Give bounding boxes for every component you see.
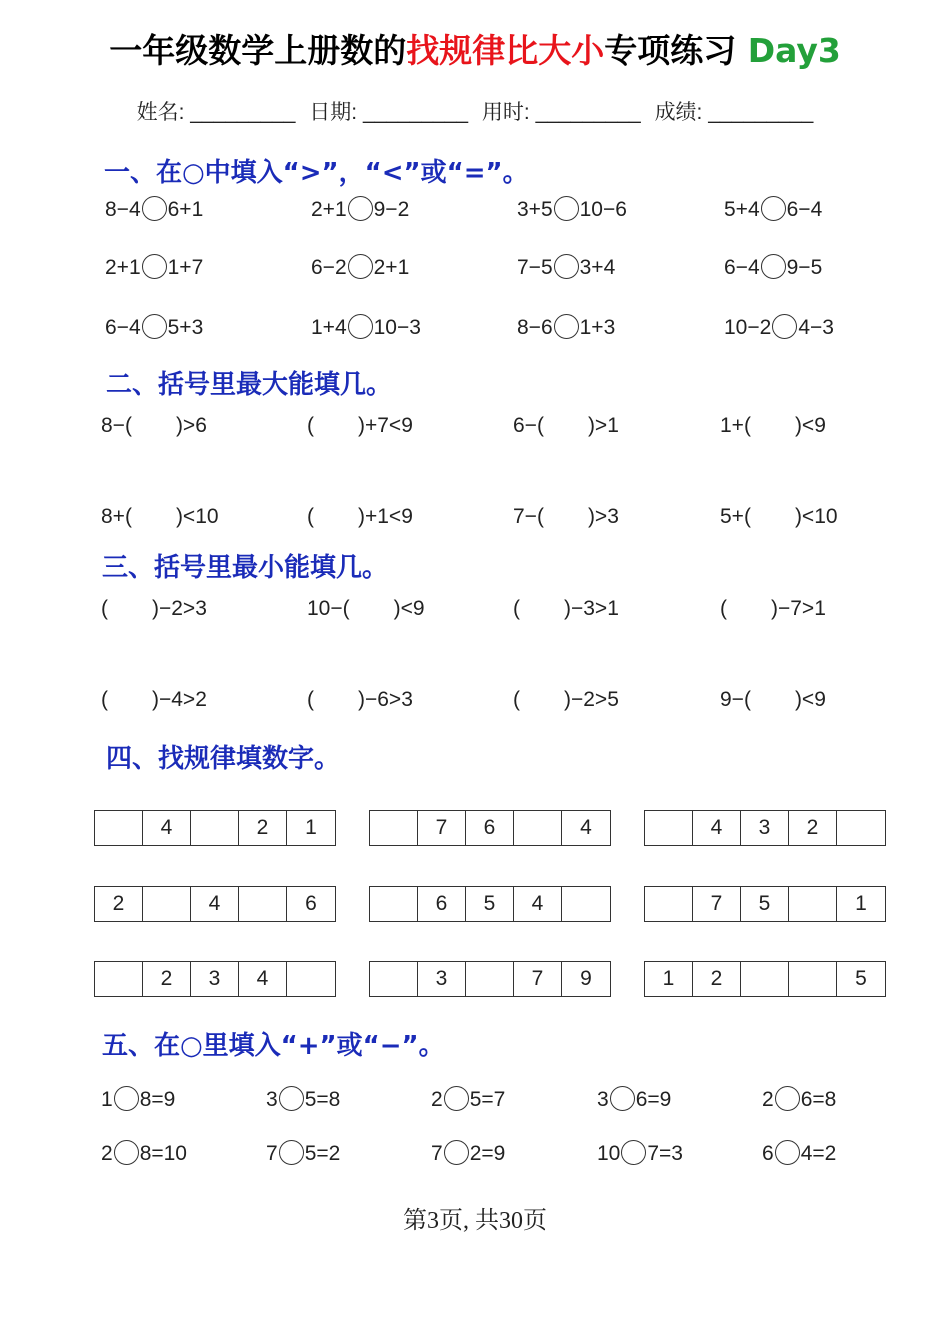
answer-circle[interactable] [142,196,167,221]
operator-problem [597,1085,671,1115]
operator-problem [431,1085,505,1115]
compare-problem [105,253,203,283]
first-number: 2 [101,1142,113,1165]
compare-problem [724,253,822,283]
problem-prefix: ( [307,688,314,711]
number-cell: 5 [855,967,867,990]
equation-rest: 2=9 [469,1142,506,1165]
number-cell: 4 [239,962,287,996]
title-part-1: 一年级数学上册数的 [109,31,407,70]
compare-problem [517,313,615,343]
operator-circle[interactable] [610,1086,635,1111]
equation-rest: 8=9 [139,1088,176,1111]
left-expression: 7−5 [517,256,553,279]
empty-cell[interactable] [95,962,143,996]
student-info [0,96,950,126]
number-cell: 2 [95,887,143,921]
operator-problem [101,1085,175,1115]
right-expression: 5+3 [167,316,204,339]
bracket-problem [720,411,826,441]
compare-problem [724,195,822,225]
right-expression: 9−2 [373,198,410,221]
title-part-2: 找规律比大小 [406,31,605,70]
number-sequence [644,810,886,846]
first-number: 10 [597,1142,621,1165]
empty-cell[interactable] [370,962,418,996]
compare-problem [311,253,409,283]
answer-circle[interactable] [348,196,373,221]
section-3-heading: 三、括号里最小能填几。 [102,553,389,583]
number-cell: 7 [693,887,741,921]
operator-problem [762,1085,836,1115]
empty-cell[interactable] [645,887,693,921]
problem-suffix: )−2>5 [564,688,619,711]
bracket-problem [101,685,207,715]
left-expression: 6−2 [311,256,347,279]
left-expression: 8−6 [517,316,553,339]
number-sequence [369,961,611,997]
problem-prefix: 7−( [513,505,544,528]
right-expression: 10−3 [373,316,421,339]
empty-cell[interactable] [191,811,239,845]
problem-prefix: ( [307,414,314,437]
problem-prefix: 9−( [720,688,751,711]
number-cell: 5 [466,887,514,921]
bracket-problem [513,502,619,532]
compare-problem [105,313,203,343]
worksheet-title [0,28,950,74]
first-number: 1 [101,1088,113,1111]
number-cell: 2 [143,962,191,996]
right-expression: 1+7 [167,256,204,279]
problem-prefix: 8−( [101,414,132,437]
operator-circle[interactable] [444,1140,469,1165]
page-footer: 第3页, 共30页 [403,1208,547,1234]
operator-circle[interactable] [444,1086,469,1111]
problem-suffix: )<10 [175,505,219,528]
equation-rest: 5=7 [469,1088,506,1111]
date-field[interactable]: 日期: _________ [309,101,469,124]
empty-cell[interactable] [562,887,610,921]
bracket-problem [720,502,838,532]
section-5-heading: 五、在○里填入“+”或“−”。 [102,1031,445,1061]
number-sequence [94,886,336,922]
bracket-problem [101,411,207,441]
empty-cell[interactable] [143,887,191,921]
right-expression: 3+4 [579,256,616,279]
name-field[interactable]: 姓名: _________ [136,101,296,124]
operator-circle[interactable] [775,1086,800,1111]
number-cell: 7 [418,811,466,845]
number-cell: 9 [580,967,592,990]
operator-circle[interactable] [114,1086,139,1111]
compare-problem [311,195,409,225]
answer-circle[interactable] [761,196,786,221]
problem-prefix: ( [101,597,108,620]
number-cell: 4 [191,887,239,921]
operator-circle[interactable] [621,1140,646,1165]
operator-circle[interactable] [279,1086,304,1111]
first-number: 3 [597,1088,609,1111]
compare-problem [517,253,615,283]
number-cell: 7 [514,962,562,996]
bracket-problem [307,685,413,715]
operator-problem [101,1139,187,1169]
right-expression: 6−4 [786,198,823,221]
section-1-heading: 一、在○中填入“>”，“<”或“=”。 [104,158,529,188]
bracket-problem [720,685,826,715]
empty-cell[interactable] [370,887,418,921]
problem-prefix: 5+( [720,505,751,528]
equation-rest: 5=2 [304,1142,341,1165]
number-sequence [644,886,886,922]
bracket-problem [101,594,207,624]
compare-problem [724,313,834,343]
number-cell: 3 [191,962,239,996]
number-cell: 1 [855,892,867,915]
number-sequence [94,810,336,846]
number-cell: 5 [741,887,789,921]
operator-problem [431,1139,505,1169]
number-cell: 6 [305,892,317,915]
answer-circle[interactable] [142,314,167,339]
number-cell: 2 [239,811,287,845]
answer-circle[interactable] [348,314,373,339]
right-expression: 6+1 [167,198,204,221]
bracket-problem [307,594,425,624]
problem-prefix: ( [101,688,108,711]
operator-circle[interactable] [279,1140,304,1165]
left-expression: 6−4 [724,256,760,279]
title-part-3: 专项练习 [604,31,737,70]
bracket-problem [513,594,619,624]
left-expression: 1+4 [311,316,347,339]
number-cell: 6 [466,811,514,845]
operator-circle[interactable] [775,1140,800,1165]
empty-cell[interactable] [239,887,287,921]
bracket-problem [720,594,826,624]
number-cell: 3 [418,962,466,996]
problem-suffix: )<9 [794,414,826,437]
number-cell: 1 [305,816,317,839]
answer-circle[interactable] [761,254,786,279]
compare-problem [311,313,421,343]
number-cell: 4 [693,811,741,845]
number-sequence [369,810,611,846]
problem-suffix: )>6 [175,414,207,437]
problem-suffix: )<10 [794,505,838,528]
bracket-problem [307,411,413,441]
equation-rest: 7=3 [647,1142,683,1165]
equation-rest: 4=2 [800,1142,837,1165]
answer-circle[interactable] [554,254,579,279]
problem-prefix: ( [513,688,520,711]
problem-prefix: 1+( [720,414,751,437]
problem-suffix: )<9 [794,688,826,711]
section-2-heading: 二、括号里最大能填几。 [106,370,393,400]
problem-suffix: )+7<9 [358,414,413,437]
left-expression: 10−2 [724,316,772,339]
bracket-problem [307,502,413,532]
answer-circle[interactable] [142,254,167,279]
operator-problem [762,1139,836,1169]
left-expression: 5+4 [724,198,760,221]
problem-suffix: )>1 [587,414,619,437]
number-cell: 4 [143,811,191,845]
first-number: 7 [431,1142,443,1165]
equation-rest: 6=9 [635,1088,672,1111]
equation-rest: 5=8 [304,1088,341,1111]
empty-cell[interactable] [466,962,514,996]
empty-cell[interactable] [789,962,837,996]
bracket-problem [513,411,619,441]
operator-problem [266,1085,340,1115]
operator-problem [597,1139,683,1169]
right-expression: 9−5 [786,256,823,279]
number-cell: 4 [580,816,592,839]
time-field[interactable]: 用时: _________ [481,101,641,124]
problem-prefix: ( [513,597,520,620]
empty-cell[interactable] [370,811,418,845]
problem-suffix: )+1<9 [358,505,413,528]
operator-problem [266,1139,340,1169]
left-expression: 2+1 [311,198,347,221]
number-sequence [94,961,336,997]
problem-suffix: )−7>1 [771,597,826,620]
equation-rest: 8=10 [139,1142,187,1165]
empty-cell[interactable] [837,811,885,845]
answer-circle[interactable] [348,254,373,279]
title-day: Day3 [747,31,841,70]
number-cell: 6 [418,887,466,921]
problem-prefix: 8+( [101,505,132,528]
right-expression: 2+1 [373,256,410,279]
problem-suffix: )−6>3 [358,688,413,711]
first-number: 7 [266,1142,278,1165]
problem-suffix: )<9 [393,597,425,620]
answer-circle[interactable] [554,314,579,339]
problem-prefix: ( [720,597,727,620]
problem-suffix: )−2>3 [152,597,207,620]
bracket-problem [513,685,619,715]
left-expression: 3+5 [517,198,553,221]
right-expression: 10−6 [579,198,627,221]
bracket-problem [101,502,219,532]
first-number: 6 [762,1142,774,1165]
number-cell: 1 [645,962,693,996]
number-cell: 3 [741,811,789,845]
problem-suffix: )−3>1 [564,597,619,620]
first-number: 3 [266,1088,278,1111]
number-cell: 4 [514,887,562,921]
right-expression: 4−3 [798,316,834,339]
number-cell: 2 [693,962,741,996]
empty-cell[interactable] [645,811,693,845]
operator-circle[interactable] [114,1140,139,1165]
compare-problem [517,195,627,225]
section-4-heading: 四、找规律填数字。 [106,744,341,774]
answer-circle[interactable] [554,196,579,221]
empty-cell[interactable] [514,811,562,845]
number-sequence [644,961,886,997]
first-number: 2 [431,1088,443,1111]
left-expression: 8−4 [105,198,141,221]
left-expression: 2+1 [105,256,141,279]
left-expression: 6−4 [105,316,141,339]
problem-prefix: 10−( [307,597,350,620]
problem-suffix: )−4>2 [152,688,207,711]
empty-cell[interactable] [95,811,143,845]
right-expression: 1+3 [579,316,616,339]
problem-suffix: )>3 [587,505,619,528]
answer-circle[interactable] [772,314,797,339]
empty-cell[interactable] [741,962,789,996]
empty-cell[interactable] [789,887,837,921]
equation-rest: 6=8 [800,1088,837,1111]
problem-prefix: ( [307,505,314,528]
number-sequence [369,886,611,922]
compare-problem [105,195,203,225]
number-cell: 2 [789,811,837,845]
problem-prefix: 6−( [513,414,544,437]
empty-cell[interactable] [287,962,335,996]
first-number: 2 [762,1088,774,1111]
score-field[interactable]: 成绩: _________ [654,101,814,124]
